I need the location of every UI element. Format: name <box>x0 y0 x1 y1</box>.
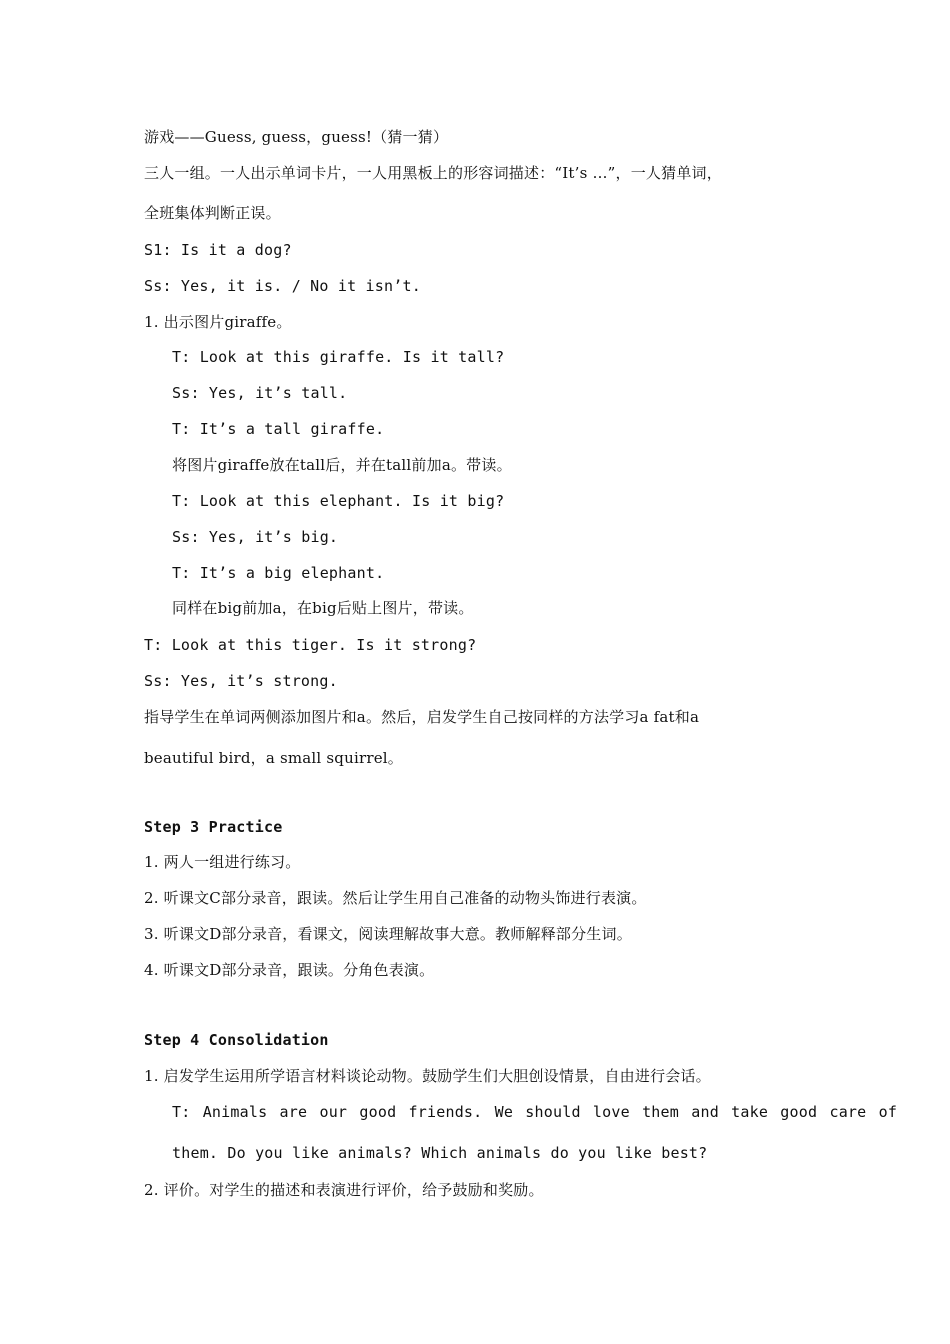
consolidation-teacher-line-1: T: Animals are our good friends. We should love them and take good care of <box>172 1103 898 1121</box>
dialogue-teacher-tiger-question: T: Look at this tiger. Is it strong? <box>144 636 477 654</box>
consolidation-item-1: 1. 启发学生运用所学语言材料谈论动物。鼓励学生们大胆创设情景，自由进行会话。 <box>144 1067 711 1085</box>
game-description-line-1: 三人一组。一人出示单词卡片，一人用黑板上的形容词描述：“It’s …”，一人猜单词， <box>144 164 722 182</box>
dialogue-ss-big: Ss: Yes, it’s big. <box>172 528 339 546</box>
practice-item-1: 1. 两人一组进行练习。 <box>144 853 301 871</box>
guide-line-2: beautiful bird，a small squirrel。 <box>144 749 403 767</box>
practice-item-2: 2. 听课文C部分录音，跟读。然后让学生用自己准备的动物头饰进行表演。 <box>144 889 647 907</box>
dialogue-ss: Ss: Yes, it is. / No it isn’t. <box>144 277 421 295</box>
elephant-instruction: 同样在big前加a，在big后贴上图片，带读。 <box>172 599 474 617</box>
consolidation-teacher-line-2: them. Do you like animals? Which animals do you like best? <box>172 1144 708 1162</box>
dialogue-teacher-elephant-answer: T: It’s a big elephant. <box>172 564 385 582</box>
dialogue-teacher-elephant-question: T: Look at this elephant. Is it big? <box>172 492 505 510</box>
step-item-1: 1. 出示图片giraffe。 <box>144 313 292 331</box>
dialogue-teacher-giraffe-question: T: Look at this giraffe. Is it tall? <box>172 348 505 366</box>
game-description-line-2: 全班集体判断正误。 <box>144 204 281 222</box>
practice-item-4: 4. 听课文D部分录音，跟读。分角色表演。 <box>144 961 435 979</box>
consolidation-heading: Step 4 Consolidation <box>144 1031 329 1049</box>
dialogue-teacher-giraffe-answer: T: It’s a tall giraffe. <box>172 420 385 438</box>
practice-heading: Step 3 Practice <box>144 818 283 836</box>
dialogue-ss-strong: Ss: Yes, it’s strong. <box>144 672 338 690</box>
guide-line-1: 指导学生在单词两侧添加图片和a。然后，启发学生自己按同样的方法学习a fat和a <box>144 708 700 726</box>
game-title: 游戏——Guess, guess，guess!（猜一猜） <box>144 128 449 146</box>
consolidation-item-2: 2. 评价。对学生的描述和表演进行评价，给予鼓励和奖励。 <box>144 1181 544 1199</box>
practice-item-3: 3. 听课文D部分录音，看课文，阅读理解故事大意。教师解释部分生词。 <box>144 925 632 943</box>
dialogue-ss-tall: Ss: Yes, it’s tall. <box>172 384 348 402</box>
giraffe-instruction: 将图片giraffe放在tall后，并在tall前加a。带读。 <box>172 456 512 474</box>
dialogue-s1: S1: Is it a dog? <box>144 241 292 259</box>
